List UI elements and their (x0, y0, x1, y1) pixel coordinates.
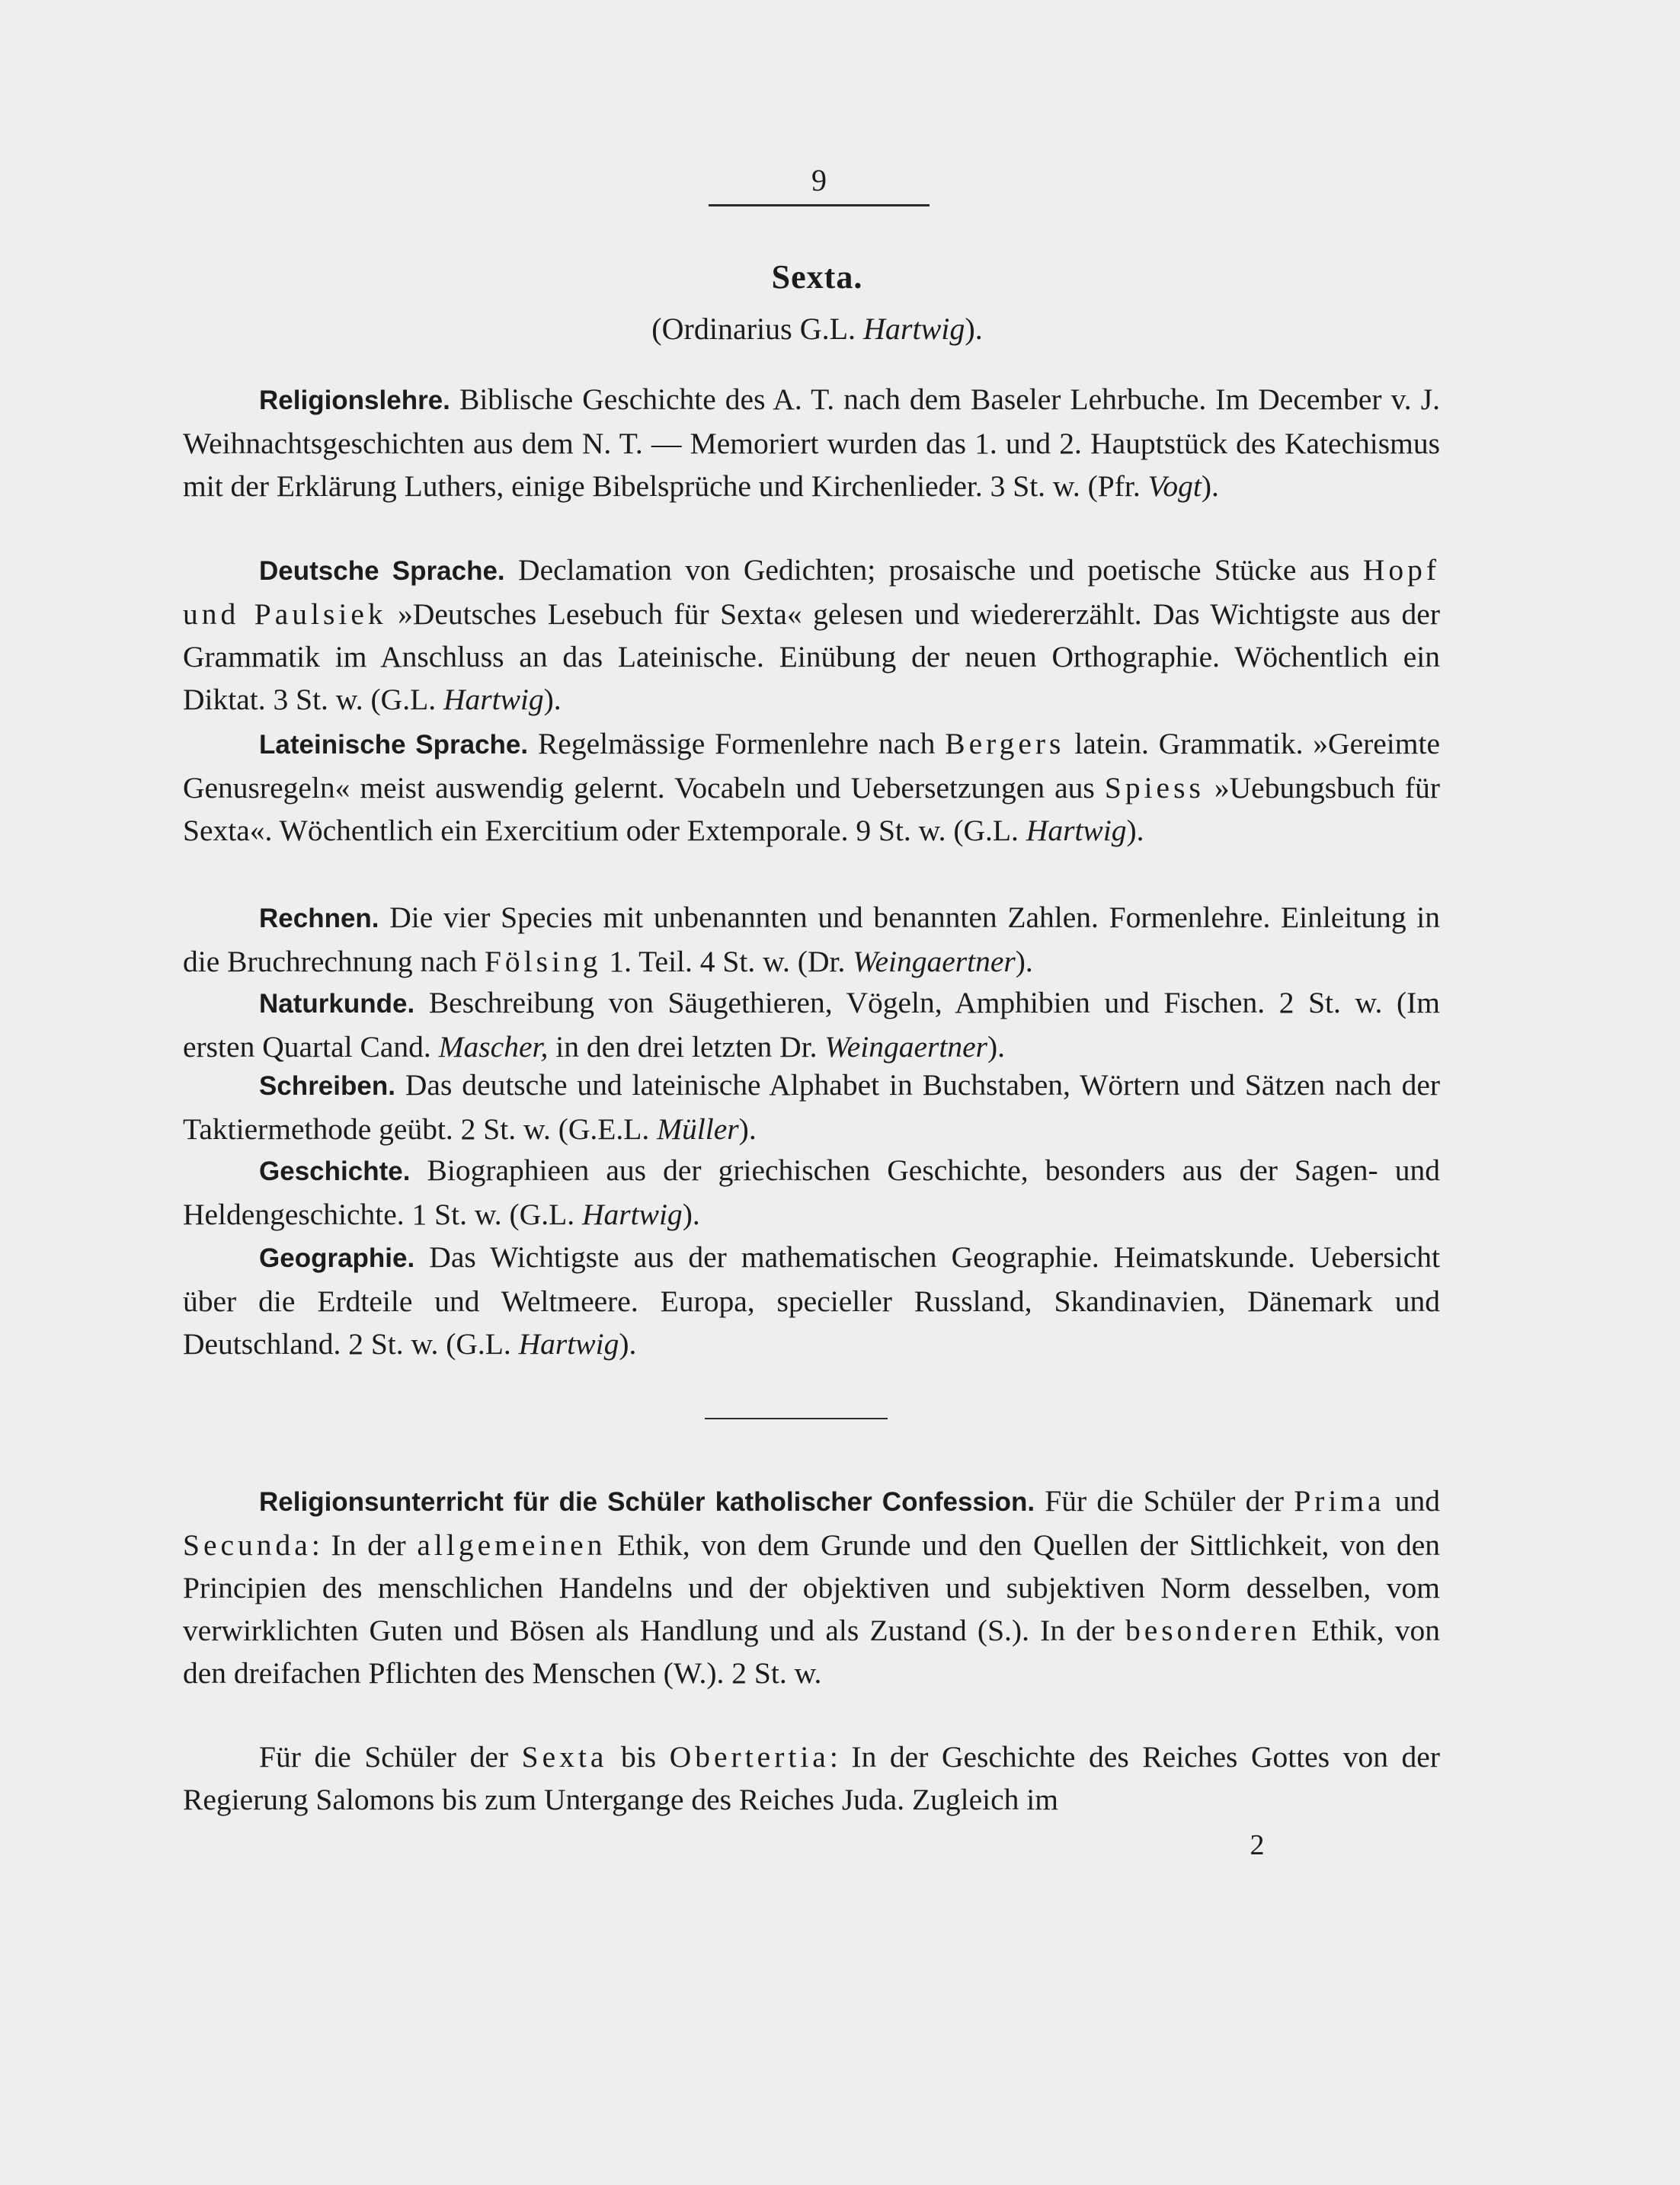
catholic-religion-paragraph: Religionsunterricht für die Schüler katholischer Confession. Für die Schüler der Prima und Secunda: In der allgemeinen Ethik, von dem Grunde und den Quellen der Sittlichkeit, von den Principien des menschlichen Handelns und der objektiven und subjektiven Norm desselben, vom verwirklichten Guten und Bösen als Handlung und als Zustand (S.). In der besonderen Ethik, von den dreifachen Pflichten des Menschen (W.). 2 St. w. (183, 1484, 1441, 1690)
subject-naturkunde: Naturkunde. Beschreibung von Säugethieren, Vögeln, Amphibien und Fischen. 2 St. w. (Im ersten Quartal Cand. Mascher, in den drei letzten Dr. Weingaertner). (183, 986, 1440, 1064)
subject-lateinische-sprache: Lateinische Sprache. Regelmässige Formenlehre nach Bergers latein. Grammatik. »Gereimte Genusregeln« meist auswendig gelernt. Vocabeln und Uebersetzungen aus Spiess »Uebungsbuch für Sexta«. Wöchentlich ein Exercitium oder Extemporale. 9 St. w. (G.L. Hartwig). (183, 727, 1441, 847)
subject-schreiben: Schreiben. Das deutsche und lateinische Alphabet in Buchstaben, Wörtern und Sätzen nach der Taktiermethode geübt. 2 St. w. (G.E.L. Müller). (183, 1068, 1441, 1146)
catholic-lower-classes-paragraph: Für die Schüler der Sexta bis Obertertia: In der Geschichte des Reiches Gottes von der Regierung Salomons bis zum Untergange des Reiches Juda. Zugleich im (183, 1740, 1440, 1816)
section-subtitle: (Ordinarius G.L. Hartwig). (651, 312, 983, 346)
signature-mark: 2 (1250, 1829, 1265, 1861)
subject-geschichte: Geschichte. Biographieen aus der griechischen Geschichte, besonders aus der Sagen- und Heldengeschichte. 1 St. w. (G.L. Hartwig). (183, 1153, 1440, 1231)
subject-deutsche-sprache: Deutsche Sprache. Declamation von Gedichten; prosaische und poetische Stücke aus Hopf und Paulsiek »Deutsches Lesebuch für Sexta« gelesen und wiedererzählt. Das Wichtigste aus der Grammatik im Anschluss an das Lateinische. Einübung der neuen Orthographie. Wöchentlich ein Diktat. 3 St. w. (G.L. Hartwig). (183, 553, 1441, 716)
header-rule (709, 204, 930, 206)
subject-geographie: Geographie. Das Wichtigste aus der mathematischen Geographie. Heimatskunde. Uebersicht über die Erdteile und Weltmeere. Europa, specieller Russland, Skandinavien, Dänemark und Deutschland. 2 St. w. (G.L. Hartwig). (183, 1240, 1441, 1361)
subject-religionslehre: Religionslehre. Biblische Geschichte des A. T. nach dem Baseler Lehrbuche. Im December v. J. Weihnachtsgeschichten aus dem N. T. — Memoriert wurden das 1. und 2. Hauptstück des Katechismus mit der Erklärung Luthers, einige Bibelsprüche und Kirchenlieder. 3 St. w. (Pfr. Vogt). (183, 382, 1440, 503)
section-divider (705, 1418, 888, 1419)
section-title: Sexta. (771, 258, 863, 296)
page-number: 9 (811, 163, 827, 197)
subject-rechnen: Rechnen. Die vier Species mit unbenannten und benannten Zahlen. Formenlehre. Einleitung in die Bruchrechnung nach Fölsing 1. Teil. 4 St. w. (Dr. Weingaertner). (183, 901, 1441, 978)
